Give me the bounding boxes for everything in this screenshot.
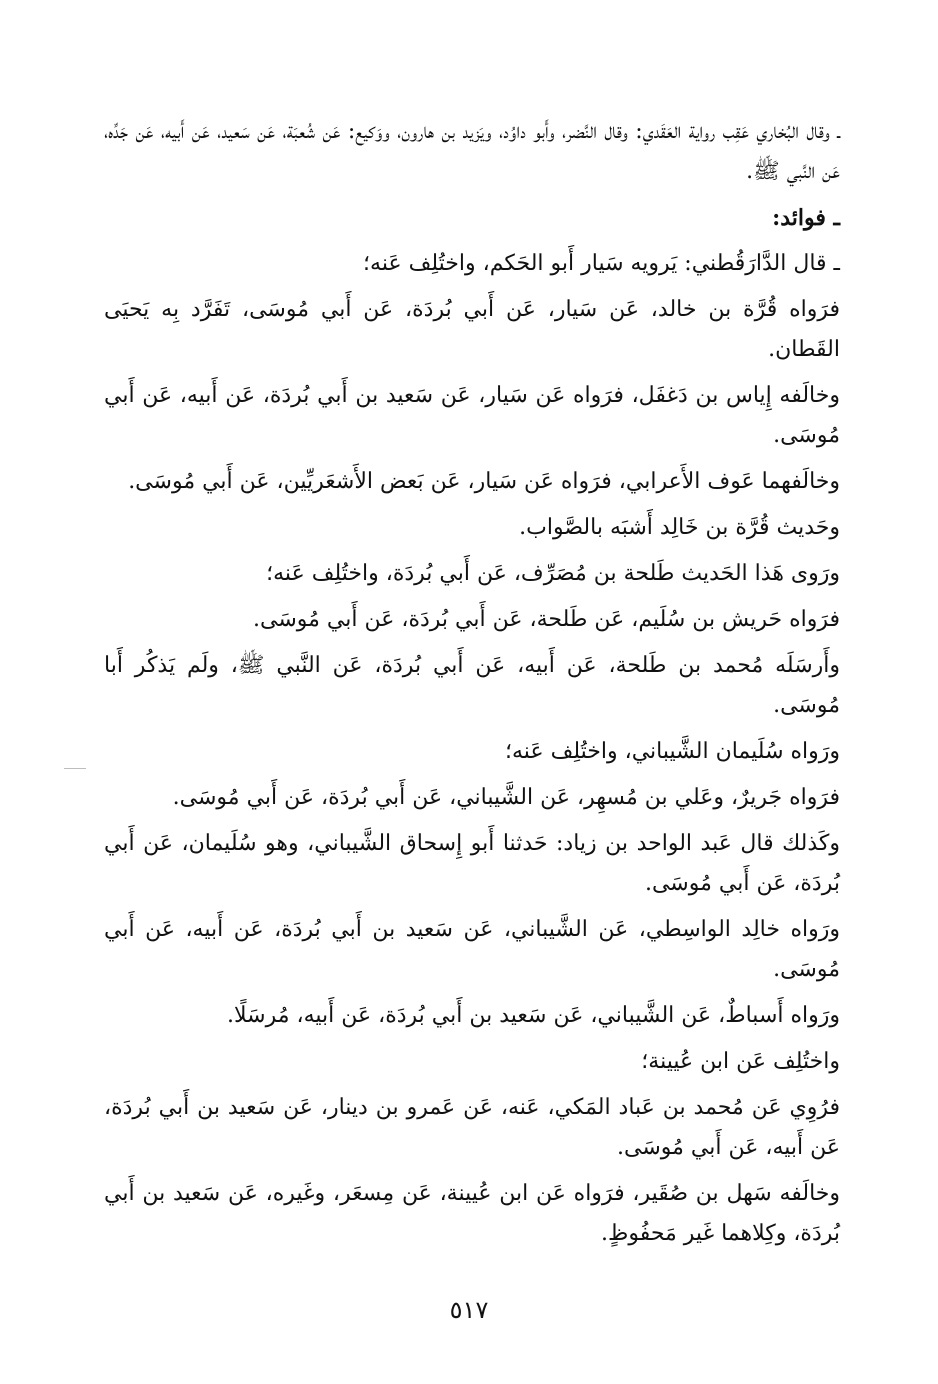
paragraph-shaybani: ورَواه سُلَيمان الشَّيباني، واختُلِف عَنه؛ [505, 739, 840, 764]
paragraph-khalid: ورَواه خالِد الواسِطي، عَن الشَّيباني، عَن سَعيد بن أَبي بُردَة، عَن أَبيه، عَن أَبي مُوسَى. [104, 917, 840, 982]
paragraph-muhammad-talha: وأَرسَلَه مُحمد بن طَلحة، عَن أَبيه، عَن أَبي بُردَة، عَن النَّبي ﷺ، ولَم يَذكُر أَبا مُوسَى. [104, 653, 840, 718]
paragraph-harish: فرَواه حَريش بن سُلَيم، عَن طَلحة، عَن أَبي بُردَة، عَن أَبي مُوسَى. [253, 607, 840, 632]
margin-mark [64, 768, 86, 769]
paragraph-iyas: وخالَفه إِياس بن دَغفَل، فرَواه عَن سَيار، عَن سَعيد بن أَبي بُردَة، عَن أَبيه، عَن أَبي مُوسَى. [104, 383, 840, 448]
paragraph-bukhari-note: ـ وقال البُخاري عَقِب رواية العَقَدي: وقال النَّضر، وأَبو داوُد، ويَزيد بن هارون، ووَكيع: عَن شُعبَة، عَن سَعيد، عَن أَبيه، عَن جَدِّه، عَن النَّبي ﷺ. [104, 119, 840, 184]
body-text [104, 112, 840, 1260]
paragraph-sahl: وخالَفه سَهل بن صُقَير، فرَواه عَن ابن عُيينة، عَن مِسعَر، وغَيره، عَن سَعيد بن أَبي بُردَة، وكِلاهما غَير مَحفُوظٍ. [104, 1181, 840, 1246]
paragraph-ibn-uyayna: واختُلِف عَن ابن عُيينة؛ [641, 1049, 840, 1074]
paragraph-qurra-preferred: وحَديث قُرَّة بن خَالِد أَشبَه بالصَّواب. [519, 515, 840, 540]
paragraph-qurra: فرَواه قُرَّة بن خالد، عَن سَيار، عَن أَبي بُردَة، عَن أَبي مُوسَى، تَفَرَّد بِه يَحيَى القَطان. [104, 297, 840, 362]
section-heading-fawaid: ـ فوائد: [772, 205, 840, 231]
paragraph-abd-al-wahid: وكَذلك قال عَبد الواحد بن زياد: حَدثنا أَبو إِسحاق الشَّيباني، وهو سُلَيمان، عَن أَبي بُردَة، عَن أَبي مُوسَى. [104, 831, 840, 896]
paragraph-muhammad-abbad: فرُوِي عَن مُحمد بن عَباد المَكي، عَنه، عَن عَمرو بن دينار، عَن سَعيد بن أَبي بُردَة، عَن أَبيه، عَن أَبي مُوسَى. [104, 1095, 840, 1160]
page-number: ٥١٧ [449, 1296, 489, 1324]
paragraph-daraqutni: ـ قال الدَّارَقُطني: يَرويه سَيار أَبو الحَكم، واختُلِف عَنه؛ [363, 251, 840, 276]
paragraph-asbat: ورَواه أَسباطٌ، عَن الشَّيباني، عَن سَعيد بن أَبي بُردَة، عَن أَبيه، مُرسَلًا. [227, 1003, 840, 1028]
paragraph-talha: ورَوى هَذا الحَديث طَلحة بن مُصَرِّف، عَن أَبي بُردَة، واختُلِف عَنه؛ [266, 561, 840, 586]
paragraph-awf: وخالَفهما عَوف الأَعرابي، فرَواه عَن سَيار، عَن بَعض الأَشعَريِّين، عَن أَبي مُوسَى. [128, 469, 840, 494]
paragraph-jarir: فرَواه جَريرٌ، وعَلي بن مُسهِر، عَن الشَّيباني، عَن أَبي بُردَة، عَن أَبي مُوسَى. [172, 785, 840, 810]
